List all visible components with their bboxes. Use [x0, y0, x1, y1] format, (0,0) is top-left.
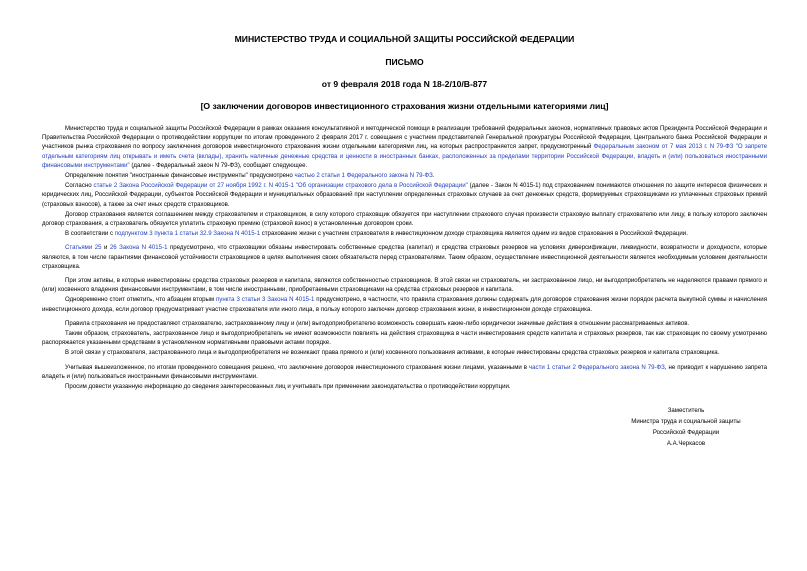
paragraph-text: страхование жизни с участием страхователя в инвестиционном доходе страховщика является одним из видов страхования в Российской Федерации. [260, 230, 688, 238]
paragraph-text: , не приводит к нарушению запрета владеть и (или) пользоваться иностранными финансовыми инструментами. [42, 363, 767, 380]
legal-reference-link[interactable]: подпунктом 3 пункта 1 статьи 32.9 Закона N 4015-1 [114, 230, 261, 238]
signature-position: Заместитель [667, 407, 705, 415]
body-paragraph [42, 276, 767, 294]
body-paragraph [42, 171, 767, 180]
paragraph-text: . [432, 172, 435, 180]
paragraph-text: Определение понятия "иностранные финансовые инструменты" предусмотрено [65, 172, 295, 180]
legal-reference-link[interactable]: 26 Закона N 4015-1 [109, 244, 168, 252]
body-paragraph [42, 382, 767, 391]
paragraph-text: Правила страхования не предоставляют страхователю, застрахованному лицу и (или) выгодоприобретателю возможность совершать какие-либо юридически значимые действия в отношении рассматриваемых активов. [65, 319, 690, 327]
paragraph-text: В соответствии с [65, 230, 115, 238]
signature-ministry: Министра труда и социальной защиты [631, 418, 741, 426]
body-paragraph [42, 210, 767, 228]
paragraph-text: (далее - Федеральный закон N 79-ФЗ), сообщает следующее. [129, 161, 308, 169]
paragraph-text: Согласно [65, 182, 94, 190]
body-paragraph [42, 181, 767, 209]
paragraph-text: При этом активы, в которые инвестированы средства страховых резервов и капитала, являются собственностью страховщиков. В этой связи ни страхователь, ни застрахованное лицо, ни выгодоприобретатель не наделяются правами прямого и (или) косвенного владения финансовыми инструментами, в том числе иностранными, приобретаемыми страховщиками на средства страховых резервов и капитала. [42, 277, 767, 294]
body-paragraph [42, 348, 767, 357]
signature-country: Российской Федерации [652, 429, 720, 437]
legal-reference-link[interactable]: пункта 3 статьи 3 Закона N 4015-1 [216, 296, 315, 304]
signature-block [42, 405, 767, 449]
paragraph-text: Министерство труда и социальной защиты Российской Федерации в рамках оказания консультативной и методической помощи в реализации требований федеральных законов, нормативных правовых актов Президента Российской Федерации и Правительства Российской Федерации о противодействии коррупции по итогам проведенного 2 февраля 2017 г. совещания с участием представителей Генеральной прокуратуры Российской Федерации, Центрального банка Российской Федерации и участников рынка страхования по вопросу заключения договоров инвестиционного страхования жизни отдельными категориями лиц, на которых распространяется запрет, предусмотренный [42, 125, 767, 151]
body-paragraph [42, 319, 767, 328]
paragraph-text: В этой связи у страхователя, застрахованного лица и выгодоприобретателя не возникают права прямого и (или) косвенного пользования активами, в которые инвестированы средства страховых резервов и капитала страховщика. [65, 349, 720, 357]
paragraph-text: и [101, 244, 110, 252]
document-body [42, 124, 767, 391]
document-subject: [О заключении договоров инвестиционного страхования жизни отдельными категориями лиц] [200, 101, 609, 111]
agency-title: МИНИСТЕРСТВО ТРУДА И СОЦИАЛЬНОЙ ЗАЩИТЫ РОССИЙСКОЙ ФЕДЕРАЦИИ [234, 34, 575, 44]
legal-reference-link[interactable]: статье 2 Закона Российской Федерации от 27 ноября 1992 г. N 4015-1 "Об организации страхового дела в Российской Федерации" [93, 182, 468, 190]
paragraph-text: Учитывая вышеизложенное, по итогам проведенного совещания решено, что заключение договоров инвестиционного страхования жизни лицами, указанными в [65, 363, 529, 371]
legal-reference-link[interactable]: Статьями 25 [65, 244, 102, 252]
legal-reference-link[interactable]: части 1 статьи 2 Федерального закона N 79-ФЗ [528, 363, 665, 371]
legal-reference-link[interactable]: частью 2 статьи 1 Федерального закона N 79-ФЗ [294, 172, 433, 180]
body-paragraph [42, 363, 767, 381]
body-paragraph [42, 329, 767, 347]
document-type: ПИСЬМО [385, 57, 424, 67]
body-paragraph [42, 243, 767, 271]
paragraph-text: Просим довести указанную информацию до сведения заинтересованных лиц и учитывать при применении законодательства о противодействии коррупции. [65, 383, 511, 391]
signature-name: А.А.Черкасов [666, 440, 706, 448]
paragraph-text: предусмотрено, в частности, что правила страхования должны содержать для договоров страхования жизни порядок расчета выкупной суммы и начисления инвестиционного дохода, если договор предусматривает участие страхователя или иного лица, в пользу которого заключен договор страхования жизни, в инвестиционном доходе страховщика. [42, 296, 768, 313]
document-header [42, 34, 767, 112]
body-paragraph [42, 229, 767, 238]
legal-reference-link[interactable]: Федеральным законом от 7 мая 2013 г. N 79-ФЗ "О запрете отдельным категориям лиц открывать и иметь счета (вклады), хранить наличные денежные средства и ценности в иностранных банках, расположенных за пределами территории Российской Федерации, владеть и (или) пользоваться иностранными финансовыми инструментами" [42, 143, 767, 169]
body-paragraph [42, 124, 767, 170]
document-date-number: от 9 февраля 2018 года N 18-2/10/В-877 [321, 79, 488, 89]
paragraph-text: Договор страхования является соглашением между страхователем и страховщиком, в силу которого страховщик обязуется при наступлении страхового случая произвести страховую выплату страхователю или лицу, в пользу которого заключен договор страхования, а страхователь обязуется уплатить страховую премию (страховой взнос) в установленные договором сроки. [42, 210, 767, 228]
paragraph-text: предусмотрено, что страховщики обязаны инвестировать собственные средства (капитал) и средства страховых резервов на условиях диверсификации, ликвидности, возвратности и доходности, которые являются, в том числе гарантиями финансовой устойчивости страховщиков в целях выполнения своих обязательств перед страхователями. Таким образом, осуществление инвестиционной деятельности является необходимым условием деятельности страховщика. [42, 244, 767, 270]
body-paragraph [42, 295, 767, 313]
paragraph-text: Одновременно стоит отметить, что абзацем вторым [65, 296, 216, 304]
paragraph-text: (далее - Закон N 4015-1) под страхованием понимаются отношения по защите интересов физических и юридических лиц, Российской Федерации, субъектов Российской Федерации и муниципальных образований при наступлении определенных страховых случаев за счет денежных средств, формируемых страховщиками из уплаченных страховых премий (страховых взносов), а также за счет иных средств страховщиков. [42, 182, 767, 208]
paragraph-text: Таким образом, страхователь, застрахованное лицо и выгодоприобретатель не имеют возможности повлиять на действия страховщика в части инвестирования средств капитала и страховых резервов, так как страховщик по своему усмотрению распоряжается указанными средствами в установленном нормативными правовыми актами порядке. [42, 330, 767, 347]
